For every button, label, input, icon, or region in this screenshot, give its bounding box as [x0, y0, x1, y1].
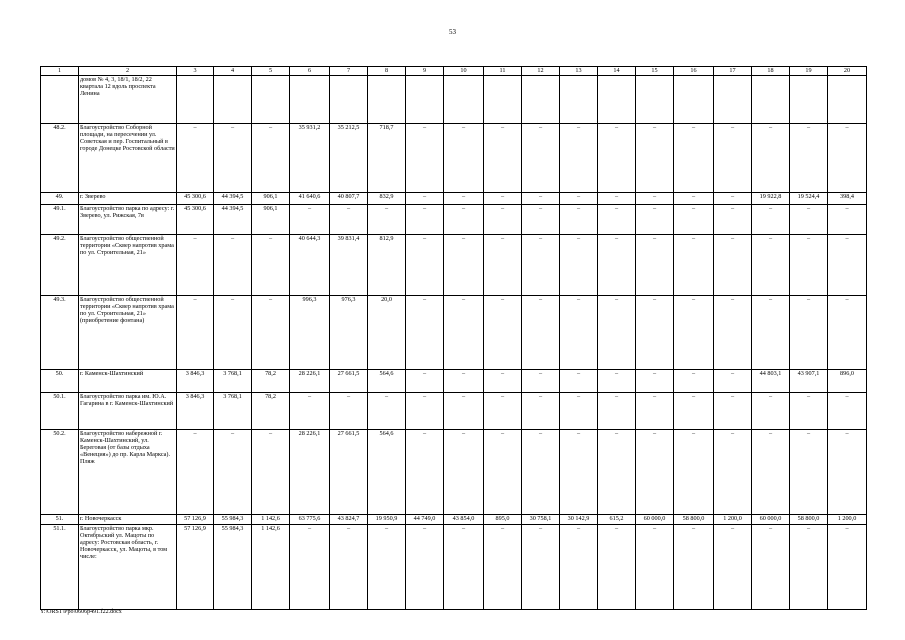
value-cell: 40 644,3	[290, 235, 330, 296]
value-cell: –	[252, 235, 290, 296]
table-row	[41, 193, 867, 205]
value-cell: –	[522, 430, 560, 515]
value-cell: –	[636, 205, 674, 235]
row-number: 50.2.	[41, 430, 79, 515]
table-row	[41, 393, 867, 430]
value-cell: –	[598, 235, 636, 296]
value-cell: –	[177, 124, 214, 193]
value-cell: –	[560, 193, 598, 205]
value-cell: 63 775,6	[290, 515, 330, 525]
value-cell: 3 768,1	[214, 393, 252, 430]
value-cell: 60 000,0	[636, 515, 674, 525]
value-cell: 564,6	[368, 370, 406, 393]
value-cell: –	[406, 124, 444, 193]
value-cell: –	[522, 525, 560, 610]
value-cell: –	[636, 430, 674, 515]
value-cell: –	[290, 525, 330, 610]
value-cell: –	[560, 370, 598, 393]
value-cell: –	[636, 296, 674, 370]
row-description: домов № 4, 3, 18/1, 18/2, 22 квартала 12 вдоль проспекта Ленина	[79, 76, 177, 124]
value-cell: 1 200,0	[714, 515, 752, 525]
value-cell: 895,0	[484, 515, 522, 525]
value-cell: –	[752, 430, 790, 515]
row-number: 49.3.	[41, 296, 79, 370]
budget-table	[40, 66, 867, 610]
column-number-header: 13	[560, 67, 598, 76]
value-cell: –	[330, 525, 368, 610]
value-cell: –	[752, 124, 790, 193]
value-cell: –	[484, 430, 522, 515]
value-cell: –	[598, 393, 636, 430]
value-cell: –	[560, 525, 598, 610]
value-cell: –	[714, 235, 752, 296]
value-cell: –	[522, 205, 560, 235]
value-cell: –	[522, 393, 560, 430]
value-cell: –	[598, 205, 636, 235]
column-number-header: 4	[214, 67, 252, 76]
value-cell: –	[444, 393, 484, 430]
value-cell: –	[828, 124, 867, 193]
value-cell	[330, 76, 368, 124]
value-cell: –	[252, 124, 290, 193]
value-cell: 35 212,5	[330, 124, 368, 193]
column-number-header: 5	[252, 67, 290, 76]
row-description: Благоустройство парка по адресу: г. Зверево, ул. Рижская, 7в	[79, 205, 177, 235]
value-cell: –	[828, 393, 867, 430]
row-number: 49.	[41, 193, 79, 205]
value-cell: –	[598, 193, 636, 205]
row-number: 51.	[41, 515, 79, 525]
value-cell: –	[598, 296, 636, 370]
value-cell: –	[636, 370, 674, 393]
value-cell: 35 931,2	[290, 124, 330, 193]
value-cell	[674, 76, 714, 124]
row-description: Благоустройство общественной территории «Сквер напротив храма по ул. Строительная, 21» (приобретение фонтана)	[79, 296, 177, 370]
value-cell: 3 768,1	[214, 370, 252, 393]
value-cell: 40 807,7	[330, 193, 368, 205]
column-number-header: 11	[484, 67, 522, 76]
value-cell: –	[714, 370, 752, 393]
value-cell: –	[444, 193, 484, 205]
row-description: г. Зверево	[79, 193, 177, 205]
value-cell: –	[598, 370, 636, 393]
value-cell: –	[674, 525, 714, 610]
value-cell: –	[444, 525, 484, 610]
value-cell: –	[714, 193, 752, 205]
value-cell: –	[714, 124, 752, 193]
value-cell: –	[790, 296, 828, 370]
value-cell: –	[330, 393, 368, 430]
value-cell: –	[560, 205, 598, 235]
value-cell	[560, 76, 598, 124]
value-cell: –	[444, 235, 484, 296]
value-cell: –	[484, 124, 522, 193]
value-cell: 3 846,3	[177, 370, 214, 393]
table-body	[41, 67, 867, 610]
value-cell: –	[214, 430, 252, 515]
column-number-header: 16	[674, 67, 714, 76]
value-cell: –	[636, 393, 674, 430]
value-cell: –	[714, 525, 752, 610]
row-number: 51.1.	[41, 525, 79, 610]
value-cell: –	[828, 205, 867, 235]
table-row	[41, 370, 867, 393]
value-cell: –	[674, 370, 714, 393]
value-cell: 55 984,3	[214, 515, 252, 525]
column-number-header: 17	[714, 67, 752, 76]
value-cell: 906,1	[252, 193, 290, 205]
value-cell	[406, 76, 444, 124]
value-cell: –	[290, 205, 330, 235]
value-cell	[484, 76, 522, 124]
value-cell	[177, 76, 214, 124]
row-description: Благоустройство набережной г. Каменск-Шахтинский, ул. Береговая (от базы отдыха «Венеция») до пр. Карла Маркса). Пляж	[79, 430, 177, 515]
value-cell: –	[406, 235, 444, 296]
value-cell: –	[484, 525, 522, 610]
value-cell: –	[598, 430, 636, 515]
value-cell: –	[560, 124, 598, 193]
table-row	[41, 430, 867, 515]
value-cell	[368, 76, 406, 124]
value-cell: –	[714, 430, 752, 515]
value-cell	[214, 76, 252, 124]
value-cell: –	[828, 430, 867, 515]
value-cell: 43 854,0	[444, 515, 484, 525]
value-cell: –	[177, 235, 214, 296]
value-cell: 19 950,9	[368, 515, 406, 525]
table-row	[41, 525, 867, 610]
page-number: 53	[449, 28, 456, 36]
value-cell: 896,0	[828, 370, 867, 393]
value-cell: 30 758,1	[522, 515, 560, 525]
column-number-header: 19	[790, 67, 828, 76]
value-cell: –	[406, 393, 444, 430]
value-cell: 27 661,5	[330, 430, 368, 515]
value-cell: –	[522, 124, 560, 193]
value-cell: –	[560, 430, 598, 515]
value-cell: –	[368, 205, 406, 235]
value-cell: 1 142,6	[252, 525, 290, 610]
value-cell: –	[714, 205, 752, 235]
value-cell	[752, 76, 790, 124]
value-cell	[714, 76, 752, 124]
value-cell: –	[752, 296, 790, 370]
value-cell: –	[828, 296, 867, 370]
value-cell: –	[828, 235, 867, 296]
value-cell: –	[790, 393, 828, 430]
value-cell: –	[214, 124, 252, 193]
value-cell: 44 749,0	[406, 515, 444, 525]
value-cell: –	[636, 525, 674, 610]
value-cell: 832,9	[368, 193, 406, 205]
value-cell: –	[522, 296, 560, 370]
value-cell: –	[444, 205, 484, 235]
value-cell: 28 226,1	[290, 430, 330, 515]
value-cell: –	[444, 296, 484, 370]
row-description: Благоустройство парка мкр. Октябрьский ул. Мацоты по адресу: Ростовская область, г. Новочеркасск, ул. Мацоты, в том числе:	[79, 525, 177, 610]
value-cell: –	[560, 235, 598, 296]
column-number-header: 14	[598, 67, 636, 76]
value-cell: 78,2	[252, 393, 290, 430]
table-row	[41, 515, 867, 525]
value-cell: –	[674, 193, 714, 205]
value-cell: 27 661,5	[330, 370, 368, 393]
value-cell: 57 126,9	[177, 515, 214, 525]
value-cell: –	[484, 235, 522, 296]
value-cell: 1 200,0	[828, 515, 867, 525]
value-cell: 976,3	[330, 296, 368, 370]
value-cell: –	[484, 296, 522, 370]
value-cell: 58 800,0	[674, 515, 714, 525]
value-cell	[252, 76, 290, 124]
value-cell: –	[290, 393, 330, 430]
value-cell: –	[598, 124, 636, 193]
header-row	[41, 67, 867, 76]
value-cell	[598, 76, 636, 124]
value-cell: –	[444, 370, 484, 393]
value-cell: –	[790, 235, 828, 296]
value-cell: 44 394,5	[214, 205, 252, 235]
value-cell: –	[790, 430, 828, 515]
column-number-header: 10	[444, 67, 484, 76]
table-row	[41, 76, 867, 124]
value-cell: –	[522, 193, 560, 205]
value-cell: –	[752, 393, 790, 430]
value-cell: –	[674, 205, 714, 235]
value-cell: –	[406, 370, 444, 393]
value-cell: –	[636, 193, 674, 205]
value-cell: 43 907,1	[790, 370, 828, 393]
value-cell: –	[674, 235, 714, 296]
value-cell: –	[484, 393, 522, 430]
row-number	[41, 76, 79, 124]
value-cell: –	[444, 430, 484, 515]
value-cell: 812,9	[368, 235, 406, 296]
column-number-header: 15	[636, 67, 674, 76]
value-cell: 1 142,6	[252, 515, 290, 525]
value-cell: –	[214, 296, 252, 370]
value-cell: 28 226,1	[290, 370, 330, 393]
table-row	[41, 296, 867, 370]
value-cell: –	[484, 370, 522, 393]
value-cell: 44 394,5	[214, 193, 252, 205]
value-cell: 57 126,9	[177, 525, 214, 610]
value-cell: –	[484, 193, 522, 205]
value-cell: 45 300,6	[177, 205, 214, 235]
value-cell: –	[214, 235, 252, 296]
value-cell: –	[790, 525, 828, 610]
value-cell: –	[790, 124, 828, 193]
row-number: 49.2.	[41, 235, 79, 296]
value-cell: –	[177, 430, 214, 515]
value-cell: 19 922,8	[752, 193, 790, 205]
footer-file-path: Y:\ORST\Ppo\0606p491.f22.docx	[40, 609, 122, 615]
value-cell: –	[484, 205, 522, 235]
column-number-header: 20	[828, 67, 867, 76]
column-number-header: 8	[368, 67, 406, 76]
column-number-header: 6	[290, 67, 330, 76]
value-cell: 60 000,0	[752, 515, 790, 525]
column-number-header: 1	[41, 67, 79, 76]
value-cell	[522, 76, 560, 124]
value-cell: –	[714, 296, 752, 370]
value-cell: –	[674, 393, 714, 430]
row-description: Благоустройство Соборной площади, на пересечении ул. Советская и пер. Госпитальный в городе Донецке Ростовской области	[79, 124, 177, 193]
value-cell: 43 824,7	[330, 515, 368, 525]
value-cell: –	[752, 525, 790, 610]
value-cell: 45 300,6	[177, 193, 214, 205]
value-cell: –	[560, 296, 598, 370]
value-cell: –	[368, 393, 406, 430]
value-cell: –	[406, 525, 444, 610]
value-cell	[790, 76, 828, 124]
value-cell: –	[636, 124, 674, 193]
value-cell: –	[252, 430, 290, 515]
value-cell: –	[752, 235, 790, 296]
value-cell: –	[406, 430, 444, 515]
value-cell: 30 142,9	[560, 515, 598, 525]
value-cell	[290, 76, 330, 124]
value-cell: –	[790, 205, 828, 235]
value-cell: –	[406, 193, 444, 205]
value-cell: –	[674, 430, 714, 515]
column-number-header: 18	[752, 67, 790, 76]
row-number: 50.1.	[41, 393, 79, 430]
value-cell	[444, 76, 484, 124]
value-cell: –	[522, 235, 560, 296]
value-cell: 564,6	[368, 430, 406, 515]
table-row	[41, 235, 867, 296]
value-cell: –	[177, 296, 214, 370]
value-cell: 615,2	[598, 515, 636, 525]
row-number: 48.2.	[41, 124, 79, 193]
column-number-header: 2	[79, 67, 177, 76]
value-cell: –	[752, 205, 790, 235]
value-cell: –	[636, 235, 674, 296]
value-cell: 39 831,4	[330, 235, 368, 296]
row-number: 50.	[41, 370, 79, 393]
value-cell: –	[368, 525, 406, 610]
value-cell	[636, 76, 674, 124]
value-cell: 3 846,3	[177, 393, 214, 430]
value-cell: 718,7	[368, 124, 406, 193]
value-cell: –	[828, 525, 867, 610]
value-cell: –	[674, 124, 714, 193]
column-number-header: 12	[522, 67, 560, 76]
value-cell: 44 803,1	[752, 370, 790, 393]
column-number-header: 9	[406, 67, 444, 76]
value-cell: 398,4	[828, 193, 867, 205]
value-cell: 20,0	[368, 296, 406, 370]
table-row	[41, 205, 867, 235]
value-cell: –	[252, 296, 290, 370]
value-cell: –	[522, 370, 560, 393]
row-description: Благоустройство парка им. Ю.А. Гагарина в г. Каменск-Шахтинский	[79, 393, 177, 430]
value-cell: –	[598, 525, 636, 610]
value-cell: –	[714, 393, 752, 430]
value-cell: 996,3	[290, 296, 330, 370]
value-cell: 78,2	[252, 370, 290, 393]
value-cell: 19 524,4	[790, 193, 828, 205]
value-cell: –	[560, 393, 598, 430]
row-description: г. Новочеркасск	[79, 515, 177, 525]
value-cell: –	[406, 296, 444, 370]
value-cell: 906,1	[252, 205, 290, 235]
row-description: Благоустройство общественной территории «Сквер напротив храма по ул. Строительная, 21»	[79, 235, 177, 296]
value-cell: –	[406, 205, 444, 235]
value-cell: 41 640,6	[290, 193, 330, 205]
value-cell: 58 800,0	[790, 515, 828, 525]
row-description: г. Каменск-Шахтинский	[79, 370, 177, 393]
value-cell: 55 984,3	[214, 525, 252, 610]
value-cell: –	[444, 124, 484, 193]
value-cell	[828, 76, 867, 124]
value-cell: –	[330, 205, 368, 235]
table-row	[41, 124, 867, 193]
value-cell: –	[674, 296, 714, 370]
column-number-header: 3	[177, 67, 214, 76]
column-number-header: 7	[330, 67, 368, 76]
row-number: 49.1.	[41, 205, 79, 235]
